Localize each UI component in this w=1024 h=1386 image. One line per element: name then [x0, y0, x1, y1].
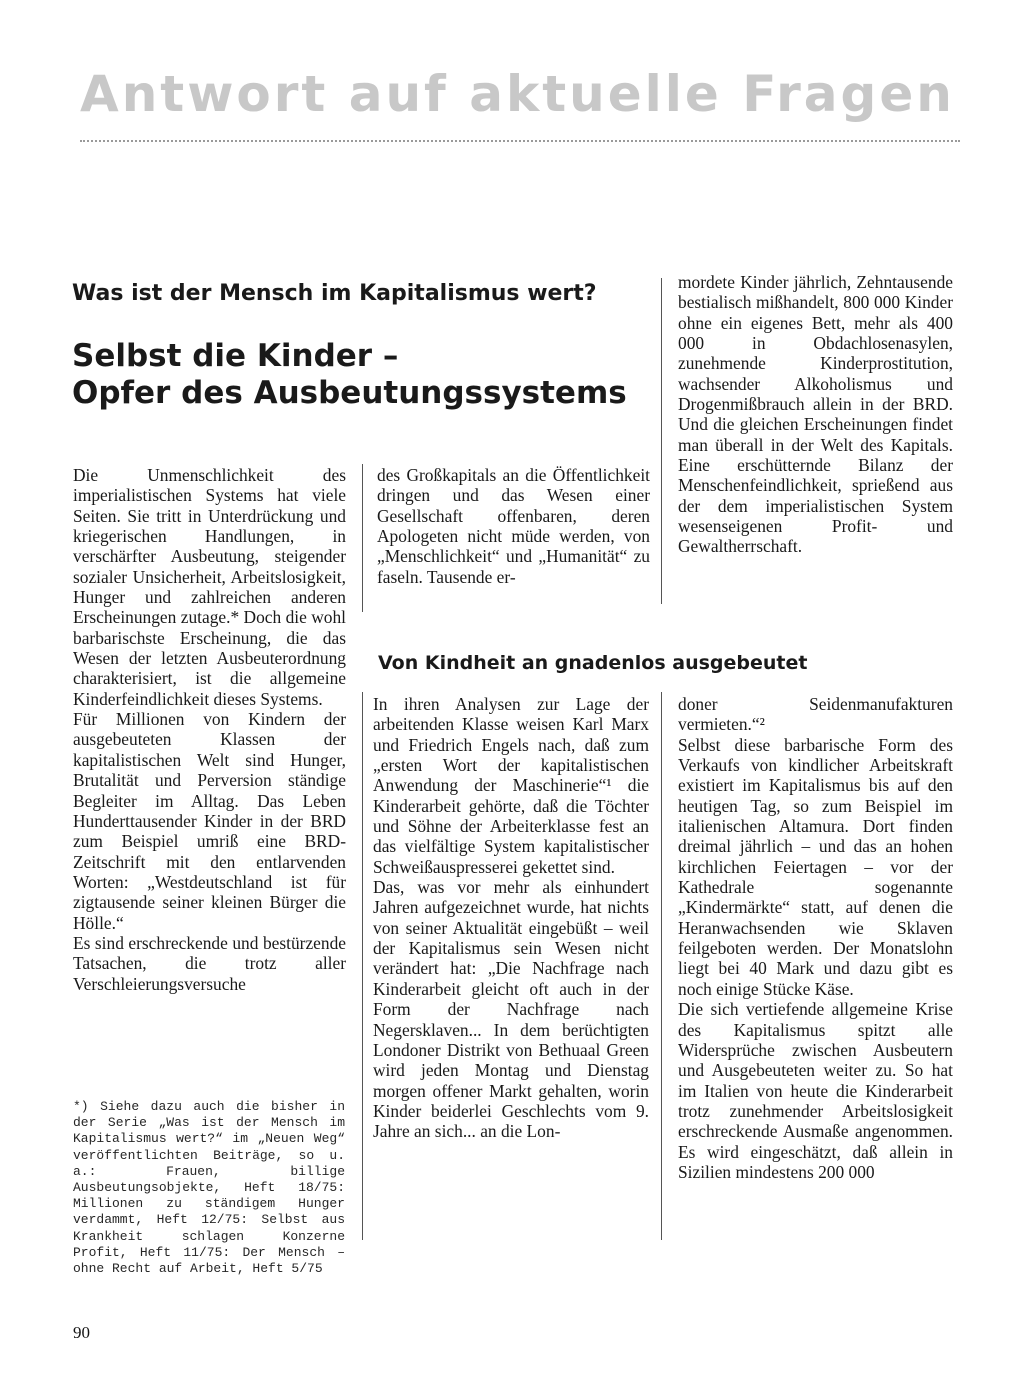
left-column — [73, 465, 346, 994]
column-divider-top — [661, 278, 662, 604]
section-banner: Antwort auf aktuelle Fragen — [80, 65, 955, 123]
paragraph: doner Seidenmanufakturen vermieten.“² — [678, 694, 953, 735]
paragraph: Die sich vertiefende allgemeine Krise des Kapitalismus spitzt alle Widersprüche zwischen Ausbeutern und Ausgebeuteten weiter zu. So hat im Italien von heute die Kinderarbeit trotz zunehmender Arbeitslosigkeit erschreckende Ausmaße angenommen. Es wird eingeschätzt, daß allein in Sizilien mindestens 200 000 — [678, 999, 953, 1182]
section-subheading: Von Kindheit an gnadenlos ausgebeutet — [378, 652, 808, 674]
footnote — [73, 1099, 345, 1277]
paragraph: Es sind erschreckende und bestürzende Tatsachen, die trotz aller Verschleierungsversuche — [73, 932, 346, 994]
footnote-text: *) Siehe dazu auch die bisher in der Serie „Was ist der Mensch im Kapitalismus wert?“ im „Neuen Weg“ veröffentlichten Beiträge, so u. a.: Frauen, billige Ausbeutungsobjekte, Heft 18/75: Millionen zu ständigem Hunger verdammt, Heft 12/75: Selbst aus Krankheit schlagen Konzerne Profit, Heft 11/75: Der Mensch – ohne Recht auf Arbeit, Heft 5/75 — [73, 1099, 345, 1277]
paragraph: Die Unmenschlichkeit des imperialistischen Systems hat viele Seiten. Sie tritt in Unterdrückung und kriegerischen Handlungen, in verschärfter Ausbeutung, steigender sozialer Unsicherheit, Arbeitslosigkeit, Hunger und zahlreichen anderen Erscheinungen zutage.* Doch die wohl barbarischste Erscheinung, die das Wesen der letzten Ausbeuterordnung charakterisiert, ist die allgemeine Kinderfeindlichkeit dieses Systems. — [73, 465, 346, 709]
column-divider-left — [362, 464, 363, 612]
paragraph: Für Millionen von Kindern der ausgebeuteten Klassen der kapitalistischen Welt sind Hunger, Brutalität und Perversion ständige Begleiter im Alltag. Das Leben Hunderttausender Kinder in der BRD zum Beispiel umriß eine BRD-Zeitschrift mit den entlarvenden Worten: „Westdeutschland ist für zigtausende seiner kleinen Bürger die Hölle.“ — [73, 709, 346, 933]
paragraph: Das, was vor mehr als einhundert Jahren aufgezeichnet wurde, hat nichts von seiner Aktualität eingebüßt – weil der Kapitalismus sein Wesen nicht verändert hat: „Die Nachfrage nach Kinderarbeit gleicht oft auch in der Form der Nachfrage nach Negersklaven... In dem berüchtigten Londoner Distrikt von Bethuaal Green wird jeden Montag und Dienstag morgen offener Markt gehalten, worin Kinder beiderlei Geschlechts vom 9. Jahre an sich... an die Lon- — [373, 877, 649, 1142]
paragraph: Selbst diese barbarische Form des Verkaufs von kindlicher Arbeitskraft existiert im Kapitalismus bis auf den heutigen Tag, so zum Beispiel im italienischen Altamura. Dort finden dreimal jährlich – und das an hohen kirchlichen Feiertagen – vor der Kathedrale sogenannte „Kindermärkte“ statt, auf denen die Heranwachsenden wie Sklaven feilgeboten werden. Der Monatslohn liegt bei 40 Mark und dazu gibt es noch einige Stücke Käse. — [678, 734, 953, 999]
series-title: Was ist der Mensch im Kapitalismus wert? — [72, 281, 597, 306]
right-column-top — [678, 272, 953, 557]
paragraph: des Großkapitals an die Öffentlichkeit dringen und das Wesen einer Gesellschaft offenbaren, deren Apologeten nicht müde werden, von „Menschlichkeit“ und „Humanität“ zu faseln. Tausende er- — [377, 465, 650, 587]
paragraph: mordete Kinder jährlich, Zehntausende bestialisch mißhandelt, 800 000 Kinder ohne ein eigenes Bett, mehr als 400 000 in Obdachlosenasylen, zunehmende Kinderprostitution, wachsender Alkoholismus und Drogenmißbrauch allein in der BRD. Und die gleichen Erscheinungen findet man überall in der Welt des Kapitals. Eine erschütternde Bilanz der Menschenfeindlichkeit, sprießend aus der dem imperialistischen System wesenseigenen Profit- und Gewaltherrschaft. — [678, 272, 953, 557]
right-column — [678, 694, 953, 1182]
column-divider-left-lower — [362, 692, 363, 1240]
middle-column — [373, 694, 649, 1142]
paragraph: In ihren Analysen zur Lage der arbeitenden Klasse weisen Karl Marx und Friedrich Engels nach, daß zum „ersten Wort der kapitalistischen Anwendung der Maschinerie“¹ die Kinderarbeit gehörte, daß die Töchter und Söhne der Arbeiterklasse fest an das vielfältige System kapitalistischer Schweißauspresserei gekettet sind. — [373, 694, 649, 877]
column-divider-right-lower — [661, 692, 662, 1240]
middle-column-top — [377, 465, 650, 587]
headline-line-1: Selbst die Kinder – — [72, 338, 399, 374]
page-number: 90 — [73, 1323, 90, 1342]
headline-line-2: Opfer des Ausbeutungssystems — [72, 375, 627, 411]
article-headline — [72, 338, 652, 412]
banner-divider — [80, 140, 960, 142]
